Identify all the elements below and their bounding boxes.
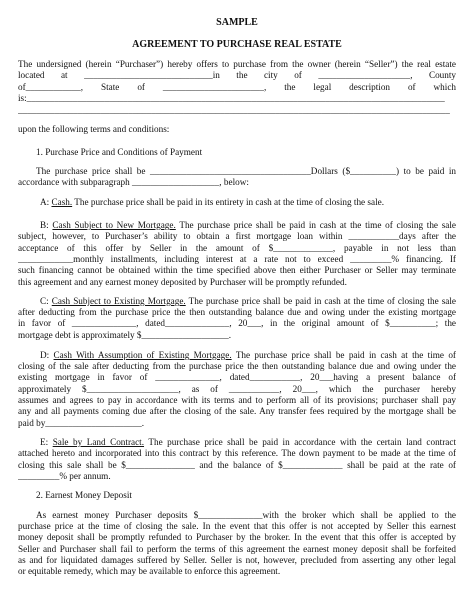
paragraph-a-title: Cash.: [51, 197, 73, 207]
paragraph-d-text-1: The purchase price shall be paid in cash at the time of: [231, 350, 456, 360]
intro-line-4: is:___________________________________________________________________________________________: [18, 93, 445, 103]
section-2-line-6: or equitable remedy, which may be available to enforce this agreement.: [18, 566, 281, 576]
paragraph-b-line-3: acceptance of this offer by Seller in the amount of $_____________, payable in not less than: [18, 243, 456, 253]
intro-line-1: The undersigned (herein “Purchaser”) hereby offers to purchase from the owner (herein “Seller”) the real estate: [18, 59, 456, 69]
paragraph-b-line-4: ____________monthly installments, including interest at a rate not to exceed _________% financing. If: [18, 254, 456, 264]
paragraph-b-label: B:: [40, 220, 49, 230]
intro-line-2: located at ____________________________in the city of ____________________, County: [18, 70, 456, 80]
intro-line-6: upon the following terms and conditions:: [18, 124, 170, 134]
paragraph-e-title: Sale by Land Contract.: [52, 437, 145, 447]
section-1-line-1: The purchase price shall be ___________________________________Dollars ($__________) to be paid in: [36, 166, 456, 176]
section-2-line-1: As earnest money Purchaser deposits $______________with the broker which shall be applied to the: [36, 510, 456, 520]
paragraph-e-line-4: _________% per annum.: [18, 471, 111, 481]
document-title: SAMPLE: [216, 17, 258, 28]
intro-line-3: of____________, State of ______________________, the legal description of which: [18, 82, 456, 92]
section-2-heading: 2. Earnest Money Deposit: [36, 490, 132, 500]
paragraph-b-line-2: subject, however, to Purchaser’s ability to obtain a first mortgage loan within ___________days after the: [18, 231, 456, 241]
paragraph-b-text-1: The purchase price shall be paid in cash at the time of closing the sale: [175, 220, 456, 230]
paragraph-e-line-2: attached hereto and incorporated into this contract by this reference. The down payment to be made at the time of: [18, 448, 456, 458]
paragraph-d-line-1: [40, 350, 456, 361]
intro-line-5: ______________________________________________________________________________________________: [18, 105, 450, 115]
paragraph-a: [40, 197, 474, 208]
document-subtitle: AGREEMENT TO PURCHASE REAL ESTATE: [132, 39, 342, 50]
section-2-line-4: Seller and Purchaser shall fail to perform the terms of this agreement the earnest money deposit shall be forfeited: [18, 544, 456, 554]
paragraph-b-line-1: [40, 220, 456, 231]
paragraph-c-line-1: [40, 296, 456, 307]
paragraph-b-title: Cash Subject to New Mortgage.: [52, 220, 176, 230]
paragraph-d-line-4: approximately $____________________, as of ___________, 20___, which the purchaser hereby: [18, 384, 456, 394]
paragraph-d-line-6: any and all payments coming due after the closing of the sale. Any transfer fees required by the mortgage shall be: [18, 406, 456, 416]
paragraph-e-label: E:: [40, 437, 49, 447]
paragraph-d-line-3: existing mortgage in favor of ______________, dated___________, 20___having a present balance of: [18, 372, 456, 382]
paragraph-b-line-5: such financing cannot be obtained within the time specified above then either Purchaser or Seller may terminate: [18, 265, 456, 275]
section-1-heading: 1. Purchase Price and Conditions of Payment: [36, 147, 203, 157]
paragraph-d-label: D:: [40, 350, 50, 360]
section-2-line-2: purchase price at the time of closing the sale. In the event that this offer is not accepted by Seller this earnest: [18, 521, 456, 531]
section-2-line-5: as and for liquidated damages suffered by Seller. Seller is not, however, precluded from asserting any other legal: [18, 555, 456, 565]
paragraph-a-text: The purchase price shall be paid in its entirety in cash at the time of closing the sale.: [72, 197, 385, 207]
paragraph-d-line-5: assumes and agrees to pay in accordance with its terms and to perform all of its provisions; purchaser shall pay: [18, 395, 456, 405]
section-1-line-2: accordance with subparagraph ___________________, below:: [18, 177, 249, 187]
paragraph-c-title: Cash Subject to Existing Mortgage.: [51, 296, 186, 306]
paragraph-d-line-7: paid by_____________________.: [18, 418, 145, 428]
section-2-line-3: money deposit shall be promptly refunded to Purchaser by the broker. In the event that this offer is accepted by: [18, 532, 456, 542]
paragraph-c-text-1: The purchase price shall be paid in cash at the time of closing the sale: [185, 296, 456, 306]
paragraph-e-line-1: [40, 437, 456, 448]
paragraph-e-text-1: The purchase price shall be paid in accordance with the certain land contract: [144, 437, 456, 447]
paragraph-c-label: C:: [40, 296, 49, 306]
paragraph-c-line-3: in favor of ______________, dated______________, 20___, in the original amount of $__________; the: [18, 318, 456, 328]
paragraph-e-line-3: closing this sale shall be $_______________ and the balance of $_____________ shall be paid at the rate of: [18, 460, 456, 470]
paragraph-d-title: Cash With Assumption of Existing Mortgage.: [53, 350, 232, 360]
paragraph-c-line-4: mortgage debt is approximately $___________________.: [18, 330, 232, 340]
paragraph-d-line-2: closing of the sale after deducting from the purchase price the then outstanding balance due and owing under the: [18, 361, 456, 371]
paragraph-c-line-2: after deducting from the purchase price the then outstanding balance due and owing under the existing mortgage: [18, 307, 456, 317]
paragraph-b-line-6: this agreement and any earnest money deposited by Purchaser will be promptly refunded.: [18, 277, 347, 287]
paragraph-a-label: A:: [40, 197, 50, 207]
